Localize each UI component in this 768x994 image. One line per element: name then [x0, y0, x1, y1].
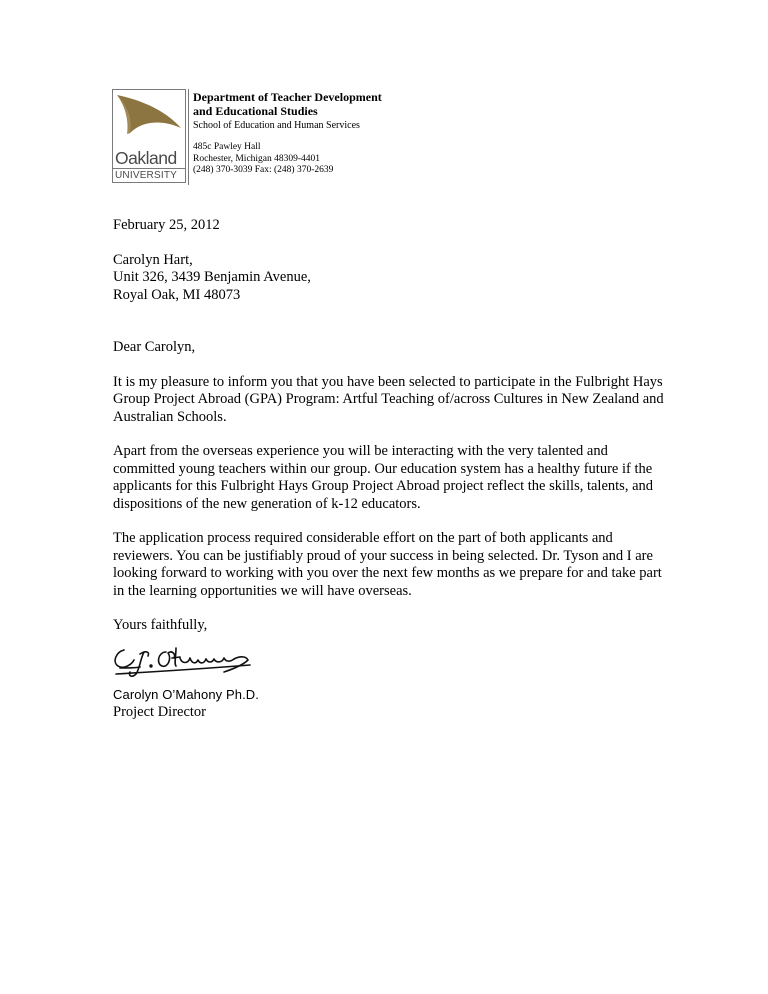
paragraph-3: The application process required considerable effort on the part of both applicants and reviewers. You can be justifiably proud of your success in being selected. Dr. Tyson and I are looking forward to working with you over the next few months as we prepare for and take part in the learning opportunities we will have overseas. — [113, 530, 662, 599]
university-logo — [112, 89, 186, 183]
recipient-line: Carolyn Hart, — [113, 251, 193, 268]
handwritten-signature — [110, 638, 255, 682]
school-name: School of Education and Human Services — [193, 120, 360, 131]
address-line-1: 485c Pawley Hall — [193, 142, 261, 152]
sail-emblem-icon — [113, 90, 187, 150]
letter-body — [113, 217, 673, 635]
signer-title: Project Director — [113, 703, 207, 720]
recipient-address — [113, 252, 673, 305]
signer-block — [113, 686, 259, 721]
address-block — [193, 142, 413, 177]
letterhead — [112, 89, 412, 185]
logo-divider — [113, 168, 185, 169]
salutation: Dear Carolyn, — [113, 339, 196, 355]
paragraph-1: It is my pleasure to inform you that you have been selected to participate in the Fulbright Hays Group Project Abroad (GPA) Program: Artful Teaching of/across Cultures in New Zealand and Australian Schools. — [113, 373, 664, 425]
recipient-line: Unit 326, 3439 Benjamin Avenue, — [113, 269, 311, 285]
phone-fax: (248) 370-3039 Fax: (248) 370-2639 — [193, 165, 334, 175]
department-line-1: Department of Teacher Development — [193, 90, 382, 104]
logo-subtitle: UNIVERSITY — [115, 170, 178, 181]
recipient-line: Royal Oak, MI 48073 — [113, 286, 241, 303]
letter-date: February 25, 2012 — [113, 217, 220, 233]
department-line-2: and Educational Studies — [193, 104, 318, 118]
paragraph-2: Apart from the overseas experience you will be interacting with the very talented and committed young teachers within our group. Our education system has a healthy future if the applicants for this Fulbright Hays Group Project Abroad project reflect the skills, talents, and dispositions of the new generation of k-12 educators. — [113, 443, 654, 512]
signer-name: Carolyn O’Mahony Ph.D. — [113, 687, 259, 702]
letterhead-divider — [188, 89, 189, 185]
letterhead-text — [193, 90, 413, 177]
logo-wordmark: Oakland — [115, 148, 177, 168]
address-line-2: Rochester, Michigan 48309-4401 — [193, 153, 321, 164]
closing: Yours faithfully, — [113, 617, 208, 633]
department-name — [193, 90, 413, 118]
